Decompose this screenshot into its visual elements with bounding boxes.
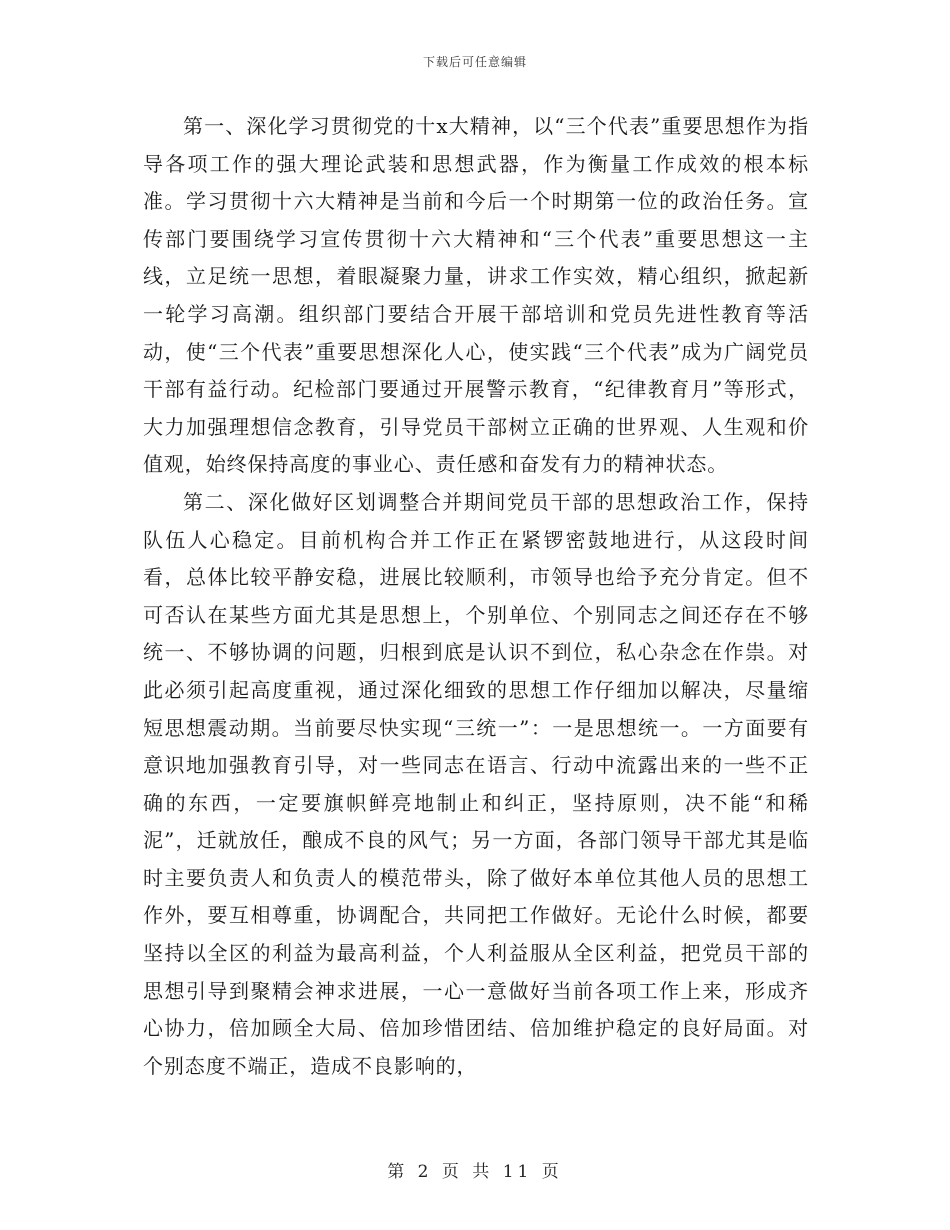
page-header: 下载后可任意编辑 <box>422 55 527 69</box>
page-footer: 第 2 页 共 11 页 <box>387 1162 563 1182</box>
paragraph-2: 第二、深化做好区划调整合并期间党员干部的思想政治工作，保持队伍人心稳定。目前机构合并工作正在紧锣密鼓地进行，从这段时间看，总体比较平静安稳，进展比较顺利，市领导也给予充分肯定。但不可否认在某些方面尤其是思想上，个别单位、个别同志之间还存在不够统一、不够协调的问题，归根到底是认识不到位，私心杂念在作祟。对此必须引起高度重视，通过深化细致的思想工作仔细加以解决，尽量缩短思想震动期。当前要尽快实现“三统一”：一是思想统一。一方面要有意识地加强教育引导，对一些同志在语言、行动中流露出来的一些不正确的东西，一定要旗帜鲜亮地制止和纠正，坚持原则，决不能“和稀泥”，迁就放任，酿成不良的风气；另一方面，各部门领导干部尤其是临时主要负责人和负责人的模范带头，除了做好本单位其他人员的思想工作外，要互相尊重，协调配合，共同把工作做好。无论什么时候，都要坚持以全区的利益为最高利益，个人利益服从全区利益，把党员干部的思想引导到聚精会神求进展，一心一意做好当前各项工作上来，形成齐心协力，倍加顾全大局、倍加珍惜团结、倍加维护稳定的良好局面。对个别态度不端正，造成不良影响的， <box>143 489 809 1078</box>
document-body <box>143 108 809 1085</box>
paragraph-1: 第一、深化学习贯彻党的十x大精神，以“三个代表”重要思想作为指导各项工作的强大理论武装和思想武器，作为衡量工作成效的根本标准。学习贯彻十六大精神是当前和今后一个时期第一位的政治任务。宣传部门要围绕学习宣传贯彻十六大精神和“三个代表”重要思想这一主线，立足统一思想，着眼凝聚力量，讲求工作实效，精心组织，掀起新一轮学习高潮。组织部门要结合开展干部培训和党员先进性教育等活动，使“三个代表”重要思想深化人心，使实践“三个代表”成为广阔党员干部有益行动。纪检部门要通过开展警示教育，“纪律教育月”等形式，大力加强理想信念教育，引导党员干部树立正确的世界观、人生观和价值观，始终保持高度的事业心、责任感和奋发有力的精神状态。 <box>143 114 809 477</box>
